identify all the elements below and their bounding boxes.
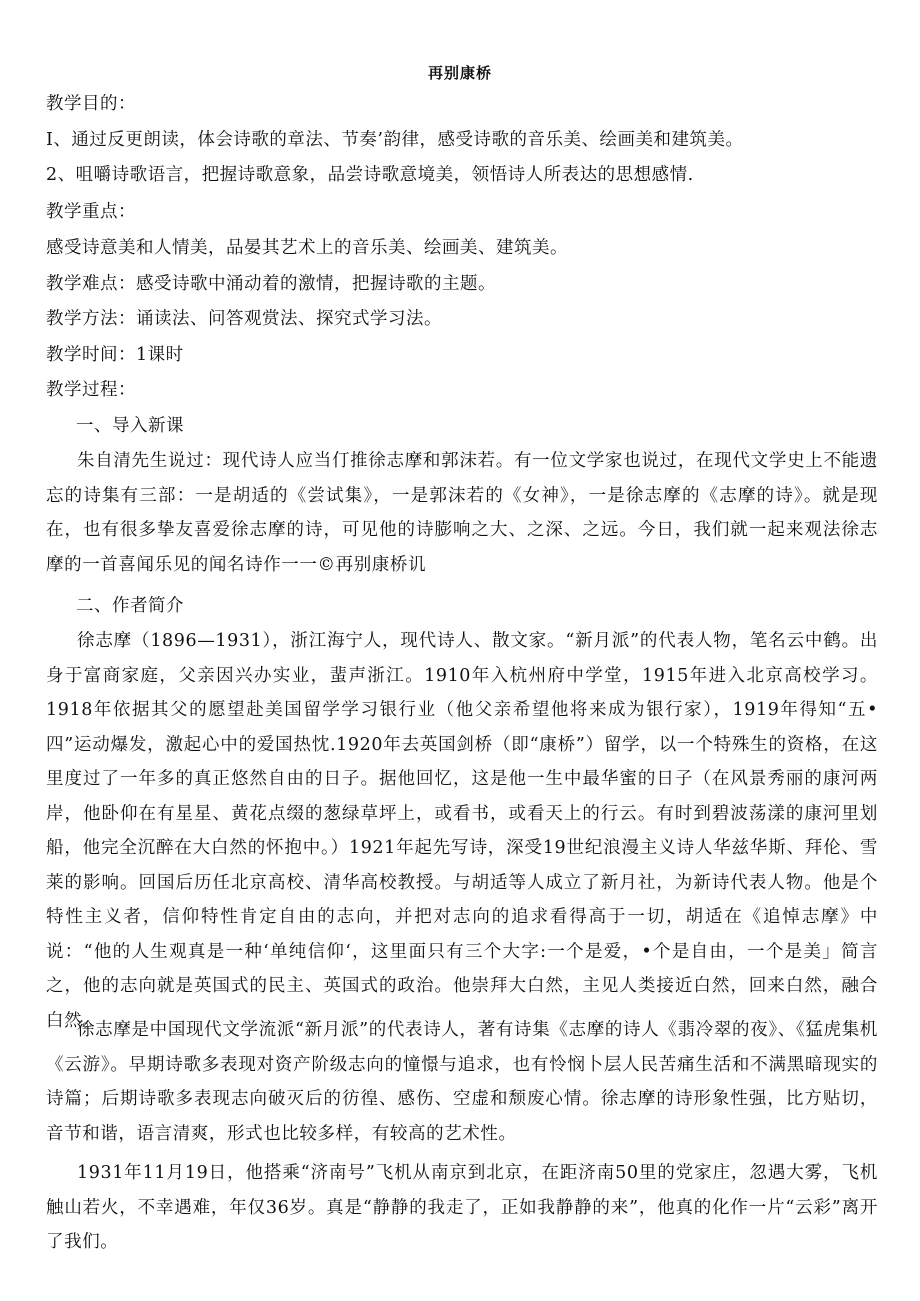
objective-1: I、通过反更朗读，体会诗歌的章法、节奏’韵律，感受诗歌的音乐美、绘画美和建筑美。 <box>46 130 744 150</box>
time-text: 教学时间：1课时 <box>46 345 184 365</box>
key-points-text: 感受诗意美和人情美，品晏其艺术上的音乐美、绘画美、建筑美。 <box>46 238 568 258</box>
document-title: 再别康桥 <box>427 64 492 82</box>
section-1-heading: 一、导入新课 <box>76 416 184 436</box>
difficulty-text: 教学难点：感受诗歌中涌动着的激情，把握诗歌的主题。 <box>46 274 496 294</box>
section-2-paragraph-3: 1931年11月19日，他搭乘“济南号”飞机从南京到北京，在距济南50里的党家庄，忽遇大雾，飞机触山若火，不幸遇难，年仅36岁。真是“静静的我走了，正如我静静的来”，他真的化作一片“云彩”离开了我们。 <box>46 1163 878 1252</box>
section-2-paragraph-2: 徐志摩是中国现代文学流派“新月派”的代表诗人，著有诗集《志摩的诗人《翡冷翠的夜》、《猛虎集机《云游》。早期诗歌多表现对资产阶级志向的憧憬与追求，也有怜悯卜层人民苦痛生活和不满黑暗现实的诗篇；后期诗歌多表现志向破灭后的彷徨、感伤、空虚和颓废心情。徐志摩的诗形象性强，比方贴切，音节和谐，语言清爽，形式也比较多样，有较高的艺术性。 <box>46 1020 878 1144</box>
section-1-paragraph: 朱自清先生说过：现代诗人应当仃推徐志摩和郭沫若。有一位文学家也说过，在现代文学史上不能遗忘的诗集有三部：一是胡适的《尝试集》，一是郭沫若的《女神》，一是徐志摩的《志摩的诗》。就是现在，也有很多挚友喜爱徐志摩的诗，可见他的诗膨响之大、之深、之远。今日，我们就一起来观法徐志摩的一首喜闻乐见的闻名诗作一一©再别康桥讥 <box>46 451 878 575</box>
objectives-heading: 教学目的： <box>46 94 136 114</box>
key-points-heading: 教学重点： <box>46 202 136 222</box>
process-heading: 教学过程： <box>46 380 136 400</box>
objective-2: 2、咀嚼诗歌语言，把握诗歌意象，品尝诗歌意境美，领悟诗人所表达的思想感情. <box>46 165 694 185</box>
section-2-heading: 二、作者简介 <box>76 596 184 616</box>
methods-text: 教学方法：诵读法、问答观赏法、探究式学习法。 <box>46 309 442 329</box>
section-2-paragraph-1: 徐志摩（1896—1931），浙江海宁人，现代诗人、散文家。“新月派”的代表人物，笔名云中鹤。出身于富商家庭，父亲因兴办实业，蜚声浙江。1910年入杭州府中学堂，1915年进入北京高校学习。1918年依据其父的愿望赴美国留学学习银行业（他父亲希望他将来成为银行家），1919年得知“五•四”运动爆发，激起心中的爱国热忱.1920年去英国剑桥（即“康桥”）留学，以一个特殊生的资格，在这里度过了一年多的真正悠然自由的日子。据他回忆，这是他一生中最华蜜的日子（在风景秀丽的康河两岸，他卧仰在有星星、黄花点缀的葱绿草坪上，或看书，或看天上的行云。有时到碧波荡漾的康河里划船，他完全沉醉在大白然的怀抱中。）1921年起先写诗，深受19世纪浪漫主义诗人华兹华斯、拜伦、雪莱的影响。回国后历任北京高校、清华高校教授。与胡适等人成立了新月社，为新诗代表人物。他是个特性主义者，信仰特性肯定自由的志向，并把对志向的追求看得高于一切，胡适在《追悼志摩》中说：“他的人生观真是一种‘单纯信仰‘，这里面只有三个大字:一个是爱，•个是自由，一个是美」简言之，他的志向就是英国式的民主、英国式的政治。他崇拜大白然，主见人类接近白然，回来白然，融合白然。 <box>46 631 878 1031</box>
